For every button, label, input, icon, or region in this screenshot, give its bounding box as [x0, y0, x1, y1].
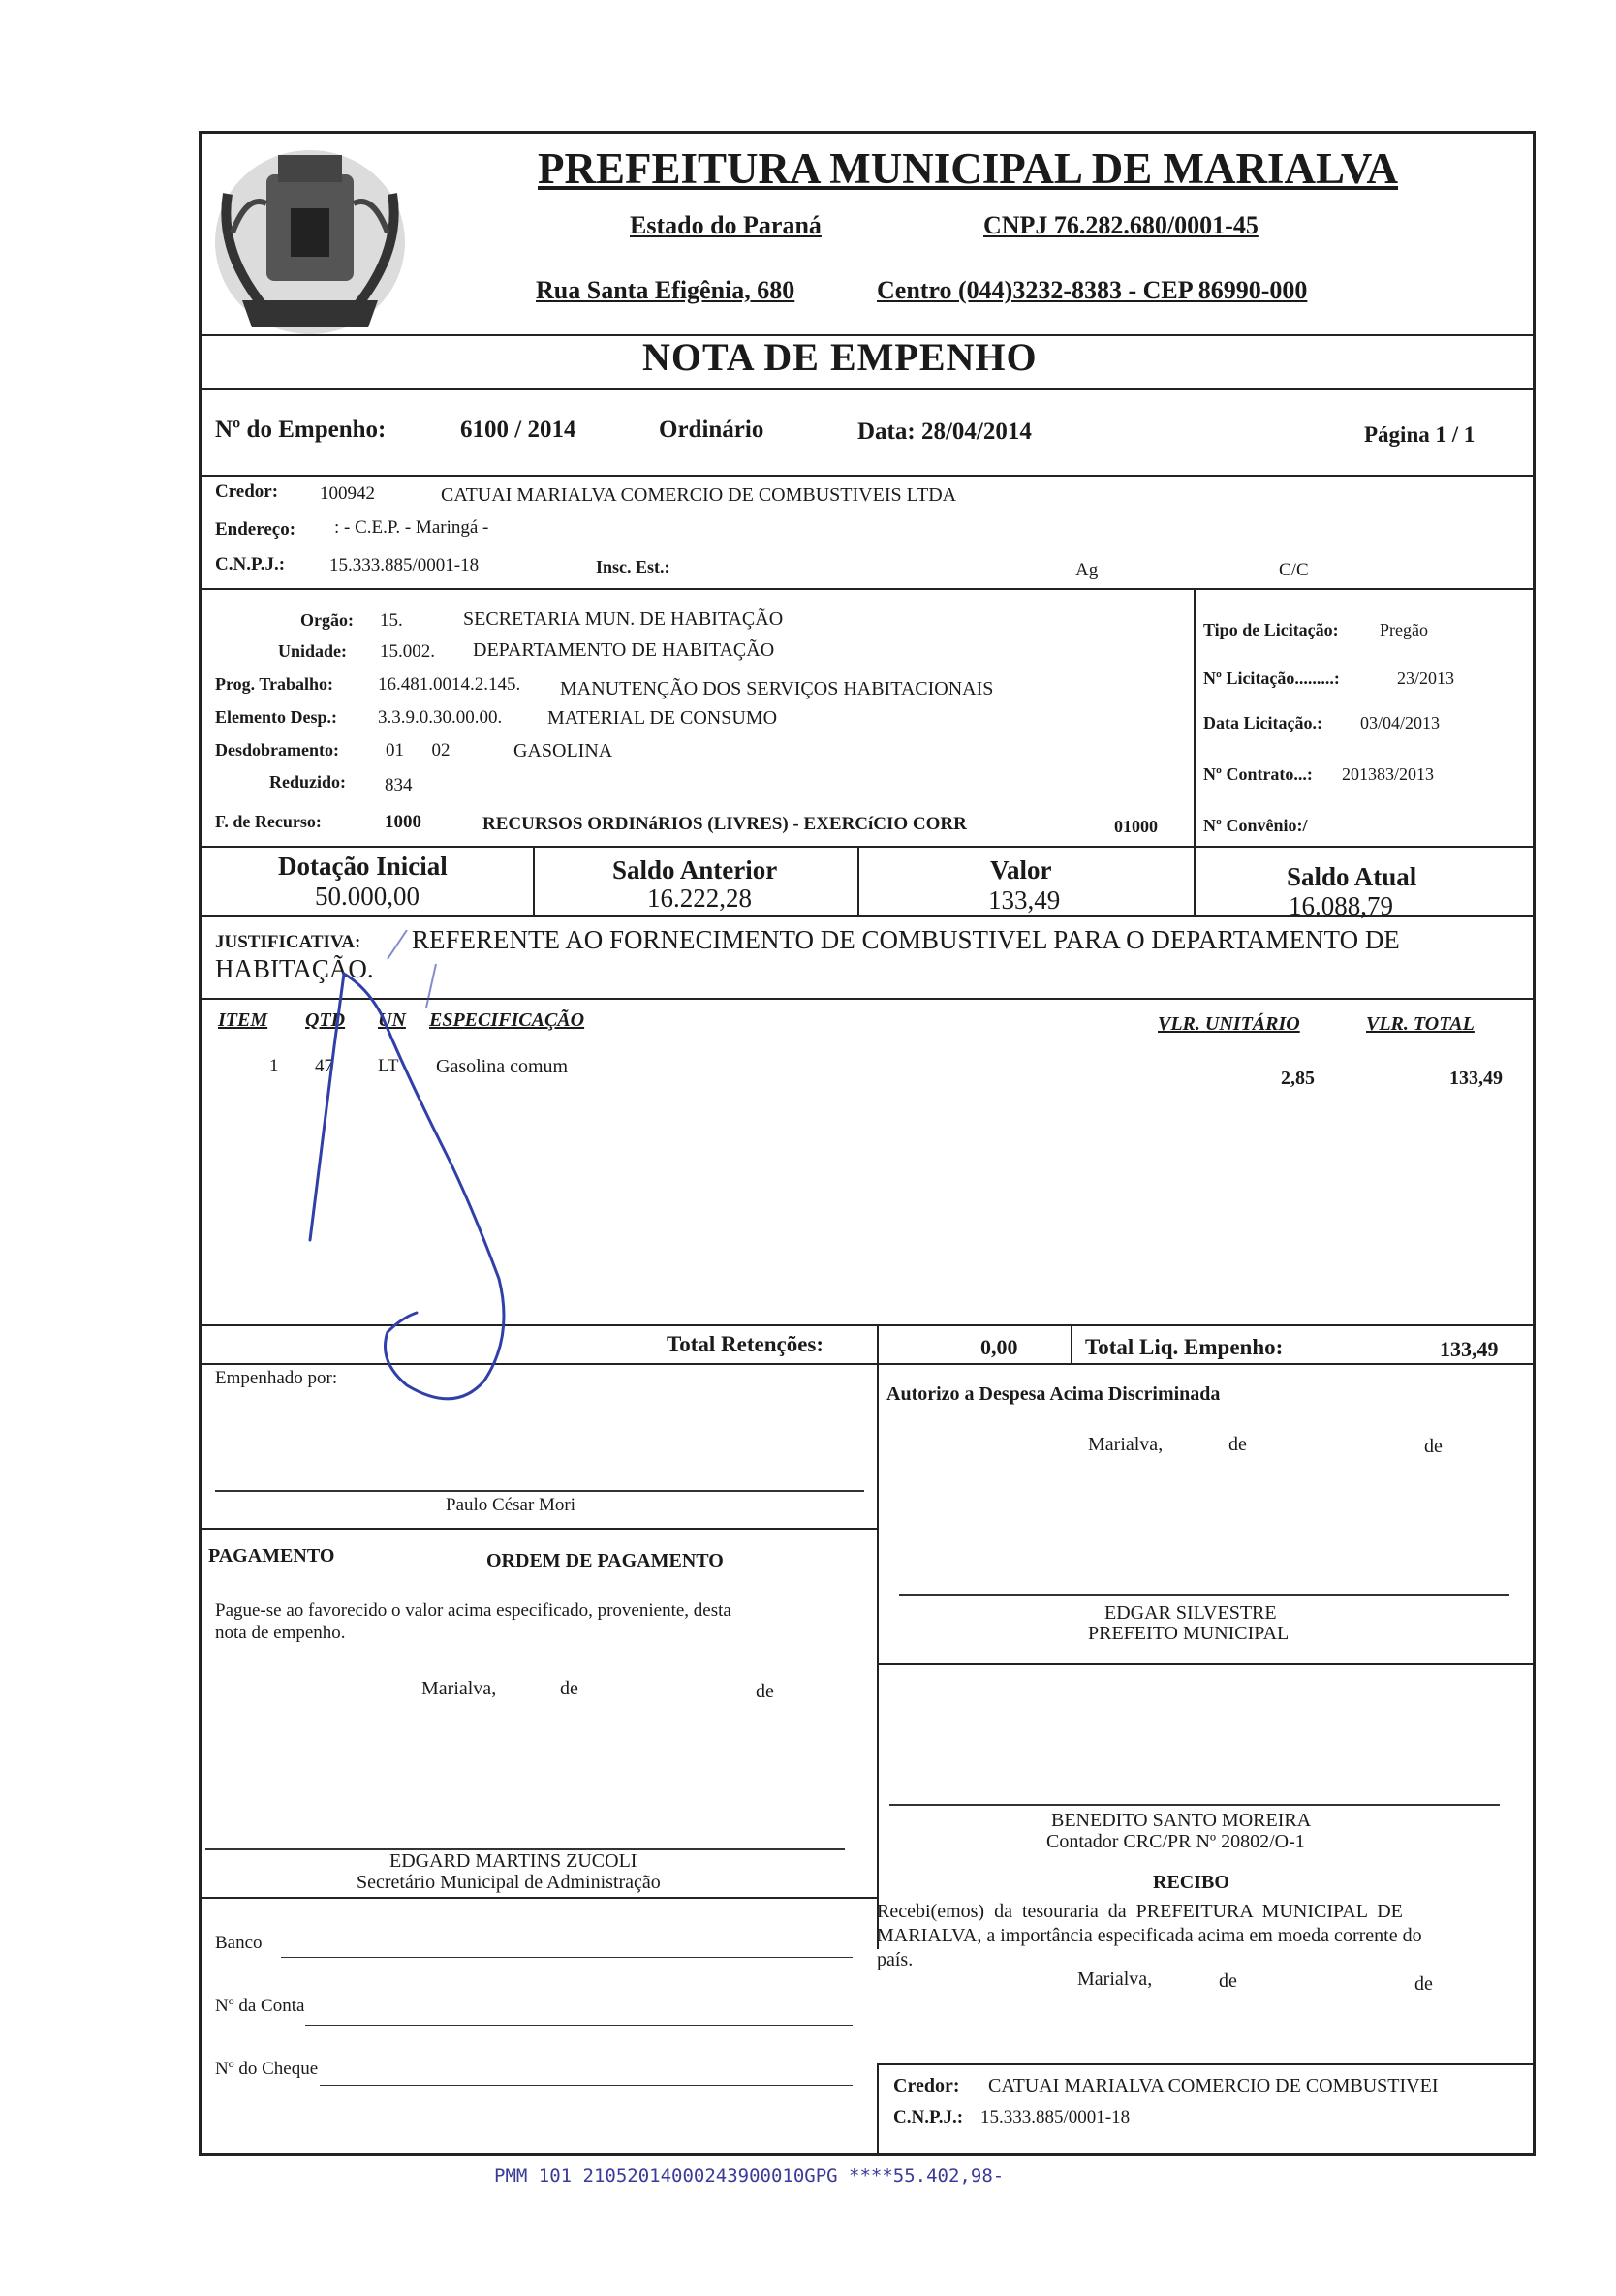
endereco-value: : - C.E.P. - Maringá -	[334, 517, 489, 538]
valor-value: 133,49	[988, 885, 1061, 915]
cnpj-value: 15.333.885/0001-18	[329, 555, 480, 575]
orgao-value: SECRETARIA MUN. DE HABITAÇÃO	[463, 608, 784, 630]
empenho-label: Nº do Empenho:	[215, 417, 387, 443]
valor-label: Valor	[990, 855, 1052, 884]
conta-label: Nº da Conta	[215, 1996, 305, 2016]
orgao-code: 15.	[380, 610, 403, 631]
item-number: 1	[269, 1056, 279, 1076]
banco-label: Banco	[215, 1933, 263, 1953]
recibo-place: Marialva,	[1077, 1969, 1153, 1990]
justificativa-text: REFERENTE AO FORNECIMENTO DE COMBUSTIVEL PARA O DEPARTAMENTO DE	[412, 925, 1400, 954]
coat-of-arms-icon	[208, 136, 412, 344]
recibo-cnpj-value: 15.333.885/0001-18	[980, 2107, 1131, 2127]
divider	[1194, 588, 1196, 854]
pagamento-de1: de	[560, 1678, 578, 1699]
unidade-code: 15.002.	[380, 641, 435, 662]
autorizo-label: Autorizo a Despesa Acima Discriminada	[886, 1383, 1221, 1405]
endereco-label: Endereço:	[215, 519, 296, 540]
recibo-credor-label: Credor:	[893, 2075, 960, 2096]
insc-label: Insc. Est.:	[596, 557, 670, 576]
total-liquido-value: 133,49	[1440, 1337, 1499, 1361]
recurso-number: 01000	[1114, 817, 1158, 836]
item-vlr-total: 133,49	[1449, 1068, 1503, 1089]
col-un: UN	[378, 1009, 406, 1031]
item-qtd: 47	[315, 1056, 333, 1076]
contador-role: Contador CRC/PR Nº 20802/O-1	[1046, 1831, 1305, 1852]
empenho-date: Data: 28/04/2014	[857, 419, 1032, 445]
elemento-label: Elemento Desp.:	[215, 707, 337, 727]
empenhado-label: Empenhado por:	[215, 1368, 338, 1388]
licitacao-tipo-label: Tipo de Licitação:	[1203, 620, 1339, 639]
recurso-value: RECURSOS ORDINáRIOS (LIVRES) - EXERCíCIO CORR	[482, 814, 967, 834]
pagamento-text-continued: nota de empenho.	[215, 1623, 346, 1643]
elemento-value: MATERIAL DE CONSUMO	[547, 707, 778, 729]
divider	[877, 1663, 1536, 1665]
unidade-label: Unidade:	[278, 641, 348, 661]
justificativa-label: JUSTIFICATIVA:	[215, 932, 361, 952]
empenhado-name: Paulo César Mori	[446, 1495, 576, 1515]
divider	[199, 388, 1536, 390]
recurso-label: F. de Recurso:	[215, 812, 322, 831]
recibo-text: Recebi(emos) da tesouraria da PREFEITURA MUNICIPAL DE	[877, 1901, 1403, 1922]
desdob-value: GASOLINA	[513, 740, 613, 761]
item-un: LT	[378, 1056, 399, 1076]
recibo-text-continued: MARIALVA, a importância especificada acima em moeda corrente do	[877, 1925, 1422, 1946]
ordem-pagamento-label: ORDEM DE PAGAMENTO	[486, 1550, 724, 1571]
recibo-de2: de	[1414, 1973, 1433, 1995]
dotacao-inicial-value: 50.000,00	[315, 882, 420, 911]
total-retencoes-value: 0,00	[980, 1335, 1018, 1359]
divider	[877, 2063, 1536, 2065]
cc-label: C/C	[1279, 560, 1309, 580]
saldo-atual-value: 16.088,79	[1289, 891, 1393, 920]
elemento-code: 3.3.9.0.30.00.00.	[378, 707, 503, 728]
desdob-label: Desdobramento:	[215, 740, 339, 760]
saldo-anterior-value: 16.222,28	[647, 884, 752, 913]
footer-code: PMM 101 21052014000243900010GPG ****55.402,98-	[494, 2165, 1005, 2187]
signature-line	[889, 1804, 1500, 1806]
divider	[199, 588, 1536, 590]
ag-label: Ag	[1075, 560, 1099, 580]
empenho-number: 6100 / 2014	[460, 417, 576, 443]
divider	[1071, 1324, 1072, 1363]
header-state: Estado do Paraná	[630, 211, 822, 239]
secretario-role: Secretário Municipal de Administração	[357, 1872, 661, 1893]
page-number: Página 1 / 1	[1364, 422, 1476, 447]
divider	[877, 1431, 879, 1949]
cheque-label: Nº do Cheque	[215, 2059, 319, 2079]
reduzido-value: 834	[385, 775, 413, 795]
credor-name: CATUAI MARIALVA COMERCIO DE COMBUSTIVEIS LTDA	[441, 484, 957, 506]
licitacao-data-label: Data Licitação.:	[1203, 713, 1322, 732]
signature-line	[899, 1594, 1509, 1596]
saldo-anterior-label: Saldo Anterior	[612, 855, 778, 884]
contrato-label: Nº Contrato...:	[1203, 764, 1313, 784]
unidade-value: DEPARTAMENTO DE HABITAÇÃO	[473, 639, 775, 661]
reduzido-label: Reduzido:	[269, 772, 347, 791]
autorizo-place: Marialva,	[1088, 1434, 1164, 1455]
item-vlr-unitario: 2,85	[1281, 1068, 1315, 1089]
recurso-code: 1000	[385, 812, 421, 832]
pagamento-label: PAGAMENTO	[208, 1545, 335, 1567]
autorizo-de1: de	[1228, 1434, 1247, 1455]
col-especificacao: ESPECIFICAÇÃO	[429, 1009, 585, 1031]
pagamento-place: Marialva,	[421, 1678, 497, 1699]
justificativa-text-continued: HABITAÇÃO.	[215, 954, 374, 983]
col-item: ITEM	[218, 1009, 268, 1031]
total-retencoes-label: Total Retenções:	[667, 1332, 824, 1356]
col-vlr-unitario: VLR. UNITÁRIO	[1158, 1013, 1300, 1035]
recibo-credor-name: CATUAI MARIALVA COMERCIO DE COMBUSTIVEI	[988, 2075, 1439, 2096]
licitacao-data-value: 03/04/2013	[1360, 713, 1441, 732]
total-liquido-label: Total Liq. Empenho:	[1085, 1335, 1284, 1359]
licitacao-tipo-value: Pregão	[1380, 620, 1428, 639]
header-address: Centro (044)3232-8383 - CEP 86990-000	[877, 276, 1308, 304]
contrato-value: 201383/2013	[1342, 764, 1435, 784]
divider	[877, 2063, 879, 2156]
recibo-de1: de	[1219, 1970, 1237, 1992]
convenio-label: Nº Convênio:/	[1203, 816, 1308, 835]
secretario-name: EDGARD MARTINS ZUCOLI	[389, 1850, 637, 1872]
pagamento-text: Pague-se ao favorecido o valor acima especificado, proveniente, desta	[215, 1600, 731, 1621]
conta-field[interactable]	[305, 2025, 853, 2026]
pagamento-de2: de	[756, 1681, 774, 1702]
header-title: PREFEITURA MUNICIPAL DE MARIALVA	[538, 144, 1399, 193]
prefeito-role: PREFEITO MUNICIPAL	[1088, 1623, 1290, 1644]
desdob-code: 01 02	[386, 740, 451, 760]
divider	[199, 475, 1536, 477]
document-title: NOTA DE EMPENHO	[642, 335, 1038, 379]
divider	[199, 1897, 877, 1899]
item-especificacao: Gasolina comum	[436, 1056, 569, 1077]
prog-label: Prog. Trabalho:	[215, 674, 334, 694]
prog-code: 16.481.0014.2.145.	[378, 674, 521, 695]
dotacao-inicial-label: Dotação Inicial	[278, 852, 448, 881]
licitacao-num-value: 23/2013	[1397, 668, 1455, 688]
licitacao-num-label: Nº Licitação.........:	[1203, 668, 1340, 688]
autorizo-de2: de	[1424, 1436, 1443, 1457]
prog-value: MANUTENÇÃO DOS SERVIÇOS HABITACIONAIS	[560, 678, 994, 699]
prefeito-name: EDGAR SILVESTRE	[1104, 1602, 1277, 1624]
recibo-cnpj-label: C.N.P.J.:	[893, 2107, 964, 2127]
col-vlr-total: VLR. TOTAL	[1366, 1013, 1475, 1035]
contador-name: BENEDITO SANTO MOREIRA	[1051, 1810, 1312, 1831]
recibo-text-end: país.	[877, 1949, 914, 1970]
recibo-label: RECIBO	[1153, 1872, 1229, 1893]
divider	[199, 1528, 877, 1530]
cheque-field[interactable]	[320, 2085, 853, 2086]
cnpj-label: C.N.P.J.:	[215, 554, 286, 574]
credor-label: Credor:	[215, 481, 279, 502]
empenho-type: Ordinário	[659, 417, 764, 443]
header-street: Rua Santa Efigênia, 680	[536, 276, 795, 304]
col-qtd: QTD	[305, 1009, 346, 1031]
banco-field[interactable]	[281, 1957, 853, 1958]
saldo-atual-label: Saldo Atual	[1287, 862, 1417, 891]
divider	[877, 1324, 879, 1431]
signature-line	[215, 1490, 864, 1492]
handwritten-signature	[291, 930, 659, 1434]
credor-code: 100942	[320, 483, 375, 504]
header-cnpj: CNPJ 76.282.680/0001-45	[983, 211, 1259, 239]
orgao-label: Orgão:	[300, 610, 354, 630]
